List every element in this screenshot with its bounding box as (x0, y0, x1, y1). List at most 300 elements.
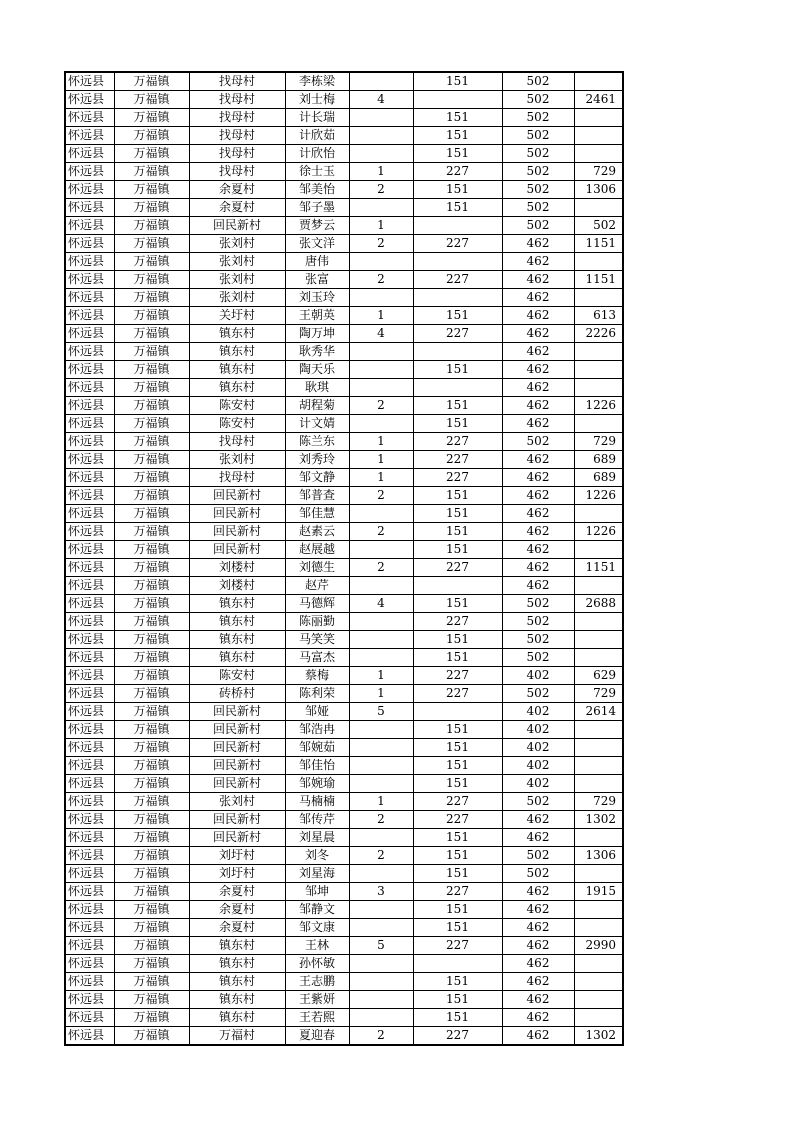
county-cell: 怀远县 (65, 361, 114, 379)
village-cell: 找母村 (189, 163, 285, 181)
amount-b-cell: 462 (502, 937, 574, 955)
amount-b-cell: 462 (502, 901, 574, 919)
total-cell: 729 (574, 685, 623, 703)
total-cell (574, 343, 623, 361)
household-size-cell (349, 1009, 413, 1027)
amount-a-cell (413, 703, 502, 721)
amount-a-cell: 227 (413, 325, 502, 343)
amount-b-cell: 502 (502, 595, 574, 613)
village-cell: 回民新村 (189, 217, 285, 235)
total-cell: 2688 (574, 595, 623, 613)
amount-b-cell: 402 (502, 703, 574, 721)
household-size-cell (349, 415, 413, 433)
table-body (65, 72, 623, 1045)
town-cell: 万福镇 (114, 289, 189, 307)
county-cell: 怀远县 (65, 577, 114, 595)
household-size-cell (349, 901, 413, 919)
town-cell: 万福镇 (114, 235, 189, 253)
village-cell: 张刘村 (189, 235, 285, 253)
household-size-cell: 1 (349, 685, 413, 703)
amount-b-cell: 502 (502, 865, 574, 883)
amount-b-cell: 502 (502, 91, 574, 109)
table-row (65, 1027, 623, 1046)
village-cell: 找母村 (189, 145, 285, 163)
household-size-cell (349, 991, 413, 1009)
amount-b-cell: 462 (502, 829, 574, 847)
name-cell: 邹静文 (285, 901, 349, 919)
town-cell: 万福镇 (114, 361, 189, 379)
household-size-cell (349, 775, 413, 793)
table-row (65, 91, 623, 109)
table-row (65, 361, 623, 379)
table-row (65, 991, 623, 1009)
amount-a-cell: 151 (413, 145, 502, 163)
household-size-cell (349, 919, 413, 937)
county-cell: 怀远县 (65, 343, 114, 361)
name-cell: 计欣茹 (285, 127, 349, 145)
name-cell: 邹传芹 (285, 811, 349, 829)
town-cell: 万福镇 (114, 847, 189, 865)
county-cell: 怀远县 (65, 829, 114, 847)
town-cell: 万福镇 (114, 649, 189, 667)
town-cell: 万福镇 (114, 991, 189, 1009)
amount-b-cell: 502 (502, 847, 574, 865)
name-cell: 耿琪 (285, 379, 349, 397)
amount-b-cell: 402 (502, 775, 574, 793)
household-size-cell (349, 649, 413, 667)
village-cell: 刘圩村 (189, 865, 285, 883)
name-cell: 邹佳怡 (285, 757, 349, 775)
village-cell: 余夏村 (189, 901, 285, 919)
total-cell: 1306 (574, 847, 623, 865)
table-row (65, 487, 623, 505)
name-cell: 王林 (285, 937, 349, 955)
table-row (65, 721, 623, 739)
table-row (65, 541, 623, 559)
name-cell: 计欣怡 (285, 145, 349, 163)
table-row (65, 163, 623, 181)
town-cell: 万福镇 (114, 685, 189, 703)
county-cell: 怀远县 (65, 973, 114, 991)
county-cell: 怀远县 (65, 181, 114, 199)
amount-b-cell: 502 (502, 685, 574, 703)
village-cell: 陈安村 (189, 397, 285, 415)
town-cell: 万福镇 (114, 703, 189, 721)
household-size-cell (349, 361, 413, 379)
amount-a-cell: 227 (413, 811, 502, 829)
amount-a-cell: 151 (413, 523, 502, 541)
town-cell: 万福镇 (114, 937, 189, 955)
household-size-cell: 2 (349, 487, 413, 505)
amount-a-cell: 227 (413, 613, 502, 631)
town-cell: 万福镇 (114, 325, 189, 343)
amount-a-cell: 227 (413, 163, 502, 181)
total-cell (574, 541, 623, 559)
amount-a-cell (413, 379, 502, 397)
county-cell: 怀远县 (65, 397, 114, 415)
total-cell: 729 (574, 163, 623, 181)
amount-a-cell: 151 (413, 595, 502, 613)
amount-a-cell: 151 (413, 505, 502, 523)
amount-b-cell: 502 (502, 631, 574, 649)
total-cell (574, 739, 623, 757)
household-size-cell: 2 (349, 181, 413, 199)
amount-a-cell: 151 (413, 721, 502, 739)
amount-a-cell: 227 (413, 667, 502, 685)
total-cell: 689 (574, 451, 623, 469)
village-cell: 找母村 (189, 433, 285, 451)
name-cell: 刘玉玲 (285, 289, 349, 307)
village-cell: 回民新村 (189, 721, 285, 739)
household-size-cell (349, 829, 413, 847)
amount-a-cell: 151 (413, 361, 502, 379)
amount-b-cell: 462 (502, 991, 574, 1009)
household-size-cell (349, 343, 413, 361)
name-cell: 邹娅 (285, 703, 349, 721)
name-cell: 马楠楠 (285, 793, 349, 811)
town-cell: 万福镇 (114, 523, 189, 541)
household-size-cell (349, 199, 413, 217)
amount-b-cell: 462 (502, 415, 574, 433)
county-cell: 怀远县 (65, 775, 114, 793)
village-cell: 张刘村 (189, 271, 285, 289)
amount-b-cell: 502 (502, 217, 574, 235)
total-cell (574, 109, 623, 127)
total-cell: 1226 (574, 523, 623, 541)
household-size-cell (349, 973, 413, 991)
amount-b-cell: 502 (502, 145, 574, 163)
amount-b-cell: 402 (502, 721, 574, 739)
county-cell: 怀远县 (65, 757, 114, 775)
household-size-cell: 5 (349, 703, 413, 721)
town-cell: 万福镇 (114, 775, 189, 793)
village-cell: 镇东村 (189, 973, 285, 991)
town-cell: 万福镇 (114, 433, 189, 451)
village-cell: 镇东村 (189, 631, 285, 649)
table-row (65, 72, 623, 91)
amount-a-cell (413, 289, 502, 307)
amount-a-cell: 151 (413, 307, 502, 325)
town-cell: 万福镇 (114, 919, 189, 937)
village-cell: 回民新村 (189, 739, 285, 757)
table-row (65, 325, 623, 343)
household-size-cell (349, 631, 413, 649)
county-cell: 怀远县 (65, 739, 114, 757)
total-cell: 629 (574, 667, 623, 685)
county-cell: 怀远县 (65, 901, 114, 919)
amount-a-cell: 227 (413, 1027, 502, 1046)
town-cell: 万福镇 (114, 505, 189, 523)
name-cell: 计长瑞 (285, 109, 349, 127)
town-cell: 万福镇 (114, 901, 189, 919)
amount-b-cell: 402 (502, 739, 574, 757)
amount-b-cell: 462 (502, 271, 574, 289)
table-row (65, 307, 623, 325)
table-row (65, 775, 623, 793)
table-row (65, 145, 623, 163)
household-size-cell (349, 865, 413, 883)
total-cell: 502 (574, 217, 623, 235)
total-cell (574, 289, 623, 307)
name-cell: 邹婉瑜 (285, 775, 349, 793)
village-cell: 刘圩村 (189, 847, 285, 865)
amount-b-cell: 462 (502, 325, 574, 343)
amount-a-cell: 151 (413, 127, 502, 145)
name-cell: 李栋梁 (285, 72, 349, 91)
village-cell: 回民新村 (189, 523, 285, 541)
village-cell: 镇东村 (189, 991, 285, 1009)
name-cell: 胡程菊 (285, 397, 349, 415)
total-cell (574, 361, 623, 379)
household-size-cell (349, 505, 413, 523)
household-size-cell: 2 (349, 559, 413, 577)
total-cell: 729 (574, 793, 623, 811)
county-cell: 怀远县 (65, 991, 114, 1009)
county-cell: 怀远县 (65, 559, 114, 577)
village-cell: 张刘村 (189, 253, 285, 271)
village-cell: 找母村 (189, 91, 285, 109)
amount-a-cell (413, 217, 502, 235)
amount-b-cell: 462 (502, 811, 574, 829)
table-row (65, 937, 623, 955)
county-cell: 怀远县 (65, 685, 114, 703)
amount-a-cell: 151 (413, 181, 502, 199)
county-cell: 怀远县 (65, 217, 114, 235)
amount-a-cell: 227 (413, 883, 502, 901)
county-cell: 怀远县 (65, 703, 114, 721)
amount-b-cell: 502 (502, 127, 574, 145)
name-cell: 邹浩冉 (285, 721, 349, 739)
town-cell: 万福镇 (114, 451, 189, 469)
name-cell: 蔡梅 (285, 667, 349, 685)
amount-a-cell: 151 (413, 973, 502, 991)
total-cell (574, 955, 623, 973)
county-cell: 怀远县 (65, 325, 114, 343)
name-cell: 陈利荣 (285, 685, 349, 703)
total-cell (574, 505, 623, 523)
total-cell (574, 253, 623, 271)
county-cell: 怀远县 (65, 271, 114, 289)
total-cell (574, 613, 623, 631)
amount-a-cell: 151 (413, 631, 502, 649)
town-cell: 万福镇 (114, 181, 189, 199)
table-row (65, 757, 623, 775)
table-row (65, 289, 623, 307)
household-size-cell: 2 (349, 271, 413, 289)
total-cell: 1151 (574, 559, 623, 577)
amount-a-cell (413, 343, 502, 361)
town-cell: 万福镇 (114, 487, 189, 505)
name-cell: 刘德生 (285, 559, 349, 577)
county-cell: 怀远县 (65, 919, 114, 937)
village-cell: 刘楼村 (189, 577, 285, 595)
county-cell: 怀远县 (65, 415, 114, 433)
household-size-cell: 1 (349, 217, 413, 235)
county-cell: 怀远县 (65, 199, 114, 217)
county-cell: 怀远县 (65, 865, 114, 883)
town-cell: 万福镇 (114, 163, 189, 181)
amount-b-cell: 462 (502, 307, 574, 325)
table-row (65, 613, 623, 631)
total-cell: 2990 (574, 937, 623, 955)
amount-a-cell: 151 (413, 775, 502, 793)
table-row (65, 793, 623, 811)
village-cell: 回民新村 (189, 703, 285, 721)
town-cell: 万福镇 (114, 541, 189, 559)
amount-a-cell: 227 (413, 685, 502, 703)
village-cell: 找母村 (189, 127, 285, 145)
county-cell: 怀远县 (65, 91, 114, 109)
town-cell: 万福镇 (114, 865, 189, 883)
county-cell: 怀远县 (65, 307, 114, 325)
town-cell: 万福镇 (114, 127, 189, 145)
name-cell: 陈丽勤 (285, 613, 349, 631)
amount-a-cell: 151 (413, 739, 502, 757)
total-cell (574, 145, 623, 163)
amount-a-cell: 227 (413, 559, 502, 577)
table-row (65, 379, 623, 397)
amount-a-cell: 151 (413, 397, 502, 415)
total-cell: 689 (574, 469, 623, 487)
county-cell: 怀远县 (65, 595, 114, 613)
county-cell: 怀远县 (65, 1027, 114, 1046)
household-size-cell (349, 577, 413, 595)
county-cell: 怀远县 (65, 721, 114, 739)
town-cell: 万福镇 (114, 72, 189, 91)
table-row (65, 109, 623, 127)
total-cell (574, 829, 623, 847)
total-cell (574, 775, 623, 793)
village-cell: 余夏村 (189, 199, 285, 217)
village-cell: 张刘村 (189, 289, 285, 307)
table-row (65, 505, 623, 523)
amount-a-cell: 151 (413, 487, 502, 505)
total-cell (574, 415, 623, 433)
amount-b-cell: 462 (502, 235, 574, 253)
amount-a-cell: 151 (413, 541, 502, 559)
village-cell: 镇东村 (189, 937, 285, 955)
village-cell: 回民新村 (189, 487, 285, 505)
table-row (65, 559, 623, 577)
amount-b-cell: 402 (502, 667, 574, 685)
town-cell: 万福镇 (114, 721, 189, 739)
table-row (65, 415, 623, 433)
amount-b-cell: 502 (502, 649, 574, 667)
county-cell: 怀远县 (65, 487, 114, 505)
amount-b-cell: 402 (502, 757, 574, 775)
household-size-cell: 4 (349, 91, 413, 109)
county-cell: 怀远县 (65, 667, 114, 685)
total-cell: 1915 (574, 883, 623, 901)
amount-a-cell: 227 (413, 235, 502, 253)
village-cell: 找母村 (189, 109, 285, 127)
household-size-cell (349, 289, 413, 307)
table-row (65, 523, 623, 541)
name-cell: 刘秀玲 (285, 451, 349, 469)
village-cell: 张刘村 (189, 793, 285, 811)
village-cell: 关圩村 (189, 307, 285, 325)
amount-b-cell: 462 (502, 883, 574, 901)
total-cell: 1302 (574, 1027, 623, 1046)
total-cell: 729 (574, 433, 623, 451)
village-cell: 砖桥村 (189, 685, 285, 703)
household-size-cell: 2 (349, 397, 413, 415)
table-row (65, 973, 623, 991)
name-cell: 刘星海 (285, 865, 349, 883)
household-size-cell: 1 (349, 451, 413, 469)
county-cell: 怀远县 (65, 451, 114, 469)
amount-a-cell: 227 (413, 271, 502, 289)
amount-b-cell: 462 (502, 505, 574, 523)
amount-b-cell: 462 (502, 361, 574, 379)
table-row (65, 271, 623, 289)
county-cell: 怀远县 (65, 145, 114, 163)
amount-b-cell: 462 (502, 469, 574, 487)
village-cell: 镇东村 (189, 325, 285, 343)
total-cell (574, 72, 623, 91)
town-cell: 万福镇 (114, 199, 189, 217)
name-cell: 孙怀敏 (285, 955, 349, 973)
table-row (65, 829, 623, 847)
household-size-cell: 4 (349, 325, 413, 343)
amount-a-cell: 151 (413, 847, 502, 865)
amount-a-cell (413, 91, 502, 109)
town-cell: 万福镇 (114, 1009, 189, 1027)
town-cell: 万福镇 (114, 955, 189, 973)
total-cell: 2461 (574, 91, 623, 109)
village-cell: 回民新村 (189, 757, 285, 775)
table-row (65, 199, 623, 217)
total-cell: 613 (574, 307, 623, 325)
county-cell: 怀远县 (65, 793, 114, 811)
total-cell (574, 721, 623, 739)
name-cell: 徐士玉 (285, 163, 349, 181)
table-row (65, 433, 623, 451)
total-cell: 1306 (574, 181, 623, 199)
table-row (65, 577, 623, 595)
village-cell: 镇东村 (189, 361, 285, 379)
name-cell: 刘冬 (285, 847, 349, 865)
name-cell: 邹坤 (285, 883, 349, 901)
village-cell: 回民新村 (189, 811, 285, 829)
town-cell: 万福镇 (114, 145, 189, 163)
amount-b-cell: 502 (502, 181, 574, 199)
town-cell: 万福镇 (114, 271, 189, 289)
town-cell: 万福镇 (114, 595, 189, 613)
county-cell: 怀远县 (65, 127, 114, 145)
name-cell: 耿秀华 (285, 343, 349, 361)
town-cell: 万福镇 (114, 253, 189, 271)
amount-a-cell: 227 (413, 793, 502, 811)
name-cell: 夏迎春 (285, 1027, 349, 1046)
total-cell: 1226 (574, 487, 623, 505)
name-cell: 马德辉 (285, 595, 349, 613)
name-cell: 陶万坤 (285, 325, 349, 343)
village-cell: 万福村 (189, 1027, 285, 1046)
county-cell: 怀远县 (65, 811, 114, 829)
amount-b-cell: 462 (502, 1009, 574, 1027)
town-cell: 万福镇 (114, 109, 189, 127)
household-size-cell: 2 (349, 235, 413, 253)
amount-a-cell: 227 (413, 937, 502, 955)
town-cell: 万福镇 (114, 793, 189, 811)
amount-b-cell: 462 (502, 289, 574, 307)
name-cell: 贾梦云 (285, 217, 349, 235)
town-cell: 万福镇 (114, 739, 189, 757)
name-cell: 刘士梅 (285, 91, 349, 109)
county-cell: 怀远县 (65, 253, 114, 271)
county-cell: 怀远县 (65, 649, 114, 667)
